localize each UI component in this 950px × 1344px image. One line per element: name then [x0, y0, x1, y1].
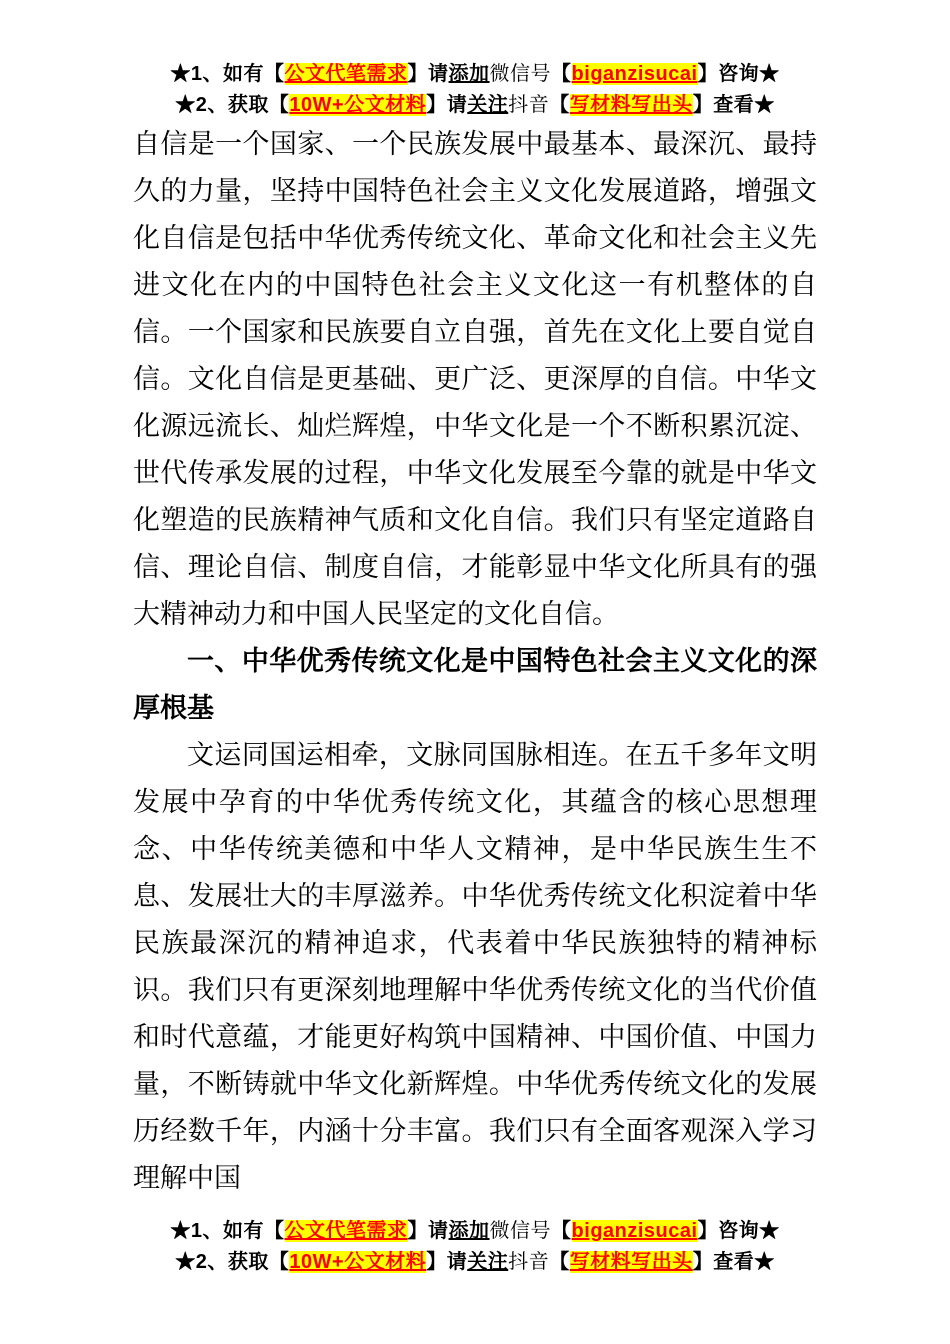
paragraph-culture-confidence: 自信是一个国家、一个民族发展中最基本、最深沉、最持久的力量，坚持中国特色社会主义文化发展道路，增强文化自信是包括中华优秀传统文化、革命文化和社会主义先进文化在内的中国特色社会主义文化这一有机整体的自信。一个国家和民族要自立自强，首先在文化上要自觉自信。文化自信是更基础、更广泛、更深厚的自信。中华文化源远流长、灿烂辉煌，中华文化是一个不断积累沉淀、世代传承发展的过程，中华文化发展至今靠的就是中华文化塑造的民族精神气质和文化自信。我们只有坚定道路自信、理论自信、制度自信，才能彰显中华文化所具有的强大精神动力和中国人民坚定的文化自信。	[133, 129, 817, 629]
notice-highlight-service: 公文代笔需求	[284, 63, 408, 85]
main-content	[133, 121, 817, 1202]
notice-star-suffix: 】查看★	[692, 1251, 775, 1273]
notice-plain-word: 微信号	[489, 1220, 552, 1242]
notice-highlight-account: biganzisucai	[571, 1220, 698, 1242]
notice-bracket-open: 【	[551, 63, 572, 85]
notice-bracket-open: 【	[549, 1251, 570, 1273]
notice-footer-line-1	[0, 1216, 950, 1247]
notice-highlight-service: 公文代笔需求	[284, 1220, 408, 1242]
notice-underline-word: 添加	[448, 63, 490, 85]
notice-bracket-mid: 】请	[407, 1220, 449, 1242]
section-heading-1: 一、中华优秀传统文化是中国特色社会主义文化的深厚根基	[133, 646, 817, 723]
notice-highlight-account: biganzisucai	[571, 63, 698, 85]
notice-plain-word: 微信号	[489, 63, 552, 85]
notice-star-suffix: 】咨询★	[697, 63, 780, 85]
notice-bracket-mid: 】请	[426, 1251, 468, 1273]
notice-bracket-mid: 】请	[407, 63, 449, 85]
notice-star-prefix: ★2、获取【	[175, 1251, 290, 1273]
notice-underline-word: 添加	[448, 1220, 490, 1242]
paragraph-traditional-culture: 文运同国运相牵，文脉同国脉相连。在五千多年文明发展中孕育的中华优秀传统文化，其蕴含的核心思想理念、中华传统美德和中华人文精神，是中华民族生生不息、发展壮大的丰厚滋养。中华优秀传统文化积淀着中华民族最深沉的精神追求，代表着中华民族独特的精神标识。我们只有更深刻地理解中华优秀传统文化的当代价值和时代意蕴，才能更好构筑中国精神、中国价值、中国力量，不断铸就中华文化新辉煌。中华优秀传统文化的发展历经数千年，内涵十分丰富。我们只有全面客观深入学习理解中国	[133, 740, 817, 1193]
notice-highlight-account: 写材料写出头	[569, 1251, 693, 1273]
notice-star-suffix: 】查看★	[692, 94, 775, 116]
notice-bracket-open: 【	[551, 1220, 572, 1242]
notice-star-suffix: 】咨询★	[697, 1220, 780, 1242]
notice-plain-word: 抖音	[508, 1251, 550, 1273]
notice-plain-word: 抖音	[508, 94, 550, 116]
notice-star-prefix: ★1、如有【	[170, 63, 285, 85]
notice-bracket-open: 【	[549, 94, 570, 116]
notice-header	[0, 0, 950, 121]
notice-underline-word: 关注	[467, 1251, 509, 1273]
notice-star-prefix: ★2、获取【	[175, 94, 290, 116]
notice-highlight-account: 写材料写出头	[569, 94, 693, 116]
notice-header-line-1	[0, 59, 950, 90]
notice-highlight-material: 10W+公文材料	[289, 1251, 427, 1273]
notice-highlight-material: 10W+公文材料	[289, 94, 427, 116]
notice-header-line-2	[0, 90, 950, 121]
notice-footer	[0, 1216, 950, 1278]
notice-footer-line-2	[0, 1247, 950, 1278]
notice-star-prefix: ★1、如有【	[170, 1220, 285, 1242]
notice-bracket-mid: 】请	[426, 94, 468, 116]
notice-underline-word: 关注	[467, 94, 509, 116]
